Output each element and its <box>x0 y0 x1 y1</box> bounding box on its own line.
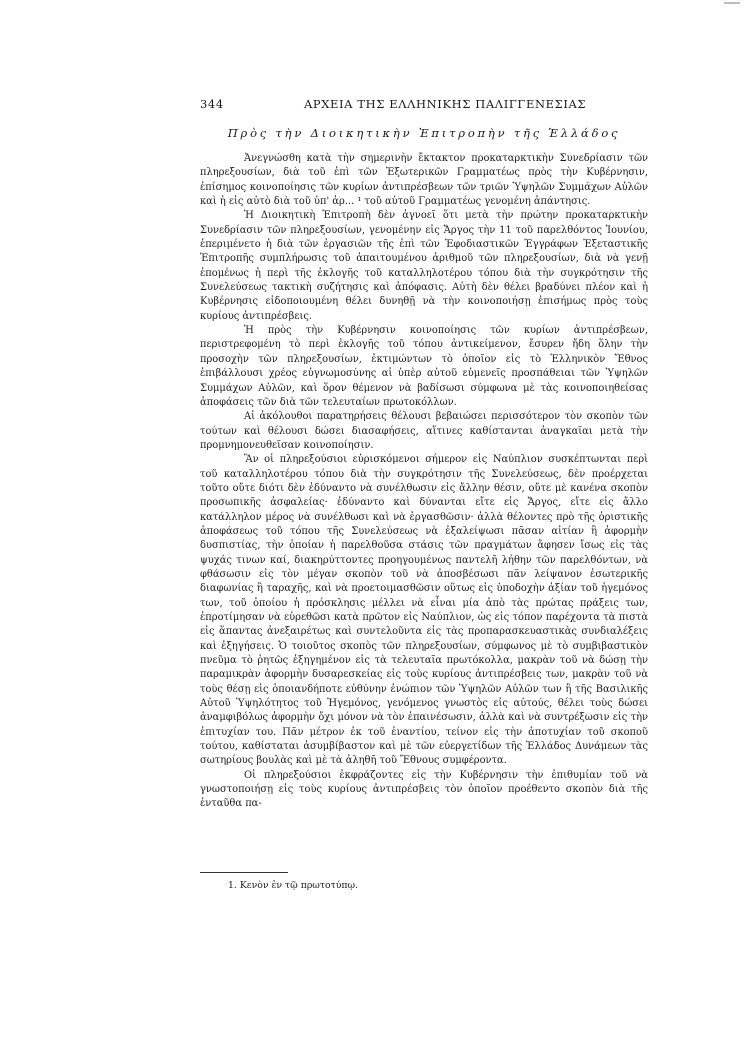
paragraph: Οἱ πληρεξούσιοι ἐκφράζοντες εἰς τὴν Κυβέρνησιν τὴν ἐπιθυμίαν τοῦ νὰ γνωστοποιήσῃ εἰς τοὺς κυρίους ἀντιπρέσβεις τὸν ὁποῖον προέθεντο σκοπὸν διὰ τῆς ἐνταῦθα πα- <box>200 769 648 810</box>
footnote: 1. Κενὸν ἐν τῷ πρωτοτύπῳ. <box>228 880 359 891</box>
footnote-divider <box>200 872 288 873</box>
section-title: Πρὸς τὴν Διοικητικὴν Ἐπιτροπὴν τῆς Ἑλλάδος <box>227 126 621 140</box>
paragraph: Ἀνεγνώσθη κατὰ τὴν σημερινὴν ἔκτακτον προκαταρκτικὴν Συνεδρίασιν τῶν πληρεξουσίων, διὰ τοῦ ἐπὶ τῶν Ἐξωτερικῶν Γραμματέως πρὸς τὴν Κυβέρνησιν, ἐπίσημος κοινοποίησις τῶν κυρίων ἀντιπρέσβεων τῶν τριῶν Ὑψηλῶν Συμμάχων Αὐλῶν καὶ ἡ εἰς αὐτὸ διὰ τοῦ ὑπ' ἀρ... ¹ τοῦ αὐτοῦ Γραμματέως γενομένη ἀπάντησις. <box>200 153 648 208</box>
paragraph: Ἡ πρὸς τὴν Κυβέρνησιν κοινοποίησις τῶν κυρίων ἀντιπρέσβεων, περιστρεφομένη τὸ περὶ ἐκλογῆς τοῦ τόπου ἀντικείμενον, ἔσυρεν ἤδη ὅλην τὴν προσοχὴν τῶν πληρεξουσίων, ἐκτιμώντων τὸ ὁποῖον εἰς τὸ Ἑλληνικὸν Ἔθνος ἐπιβάλλουσι χρέος εὐγνωμοσύνης αἱ ὑπὲρ αὐτοῦ εὐμενεῖς προσπάθειαι τῶν Ὑψηλῶν Συμμάχων Αὐλῶν, καὶ ὅρον θέμενον νὰ βαδίσωσι σύμφωνα μὲ τὰς κοινοποιηθείσας ἀποφάσεις τῶν διὰ τῶν τελευταίων πρωτοκόλλων. <box>200 325 648 408</box>
paragraph: Ἡ Διοικητικὴ Ἐπιτροπὴ δὲν ἀγνοεῖ ὅτι μετὰ τὴν πρώτην προκαταρκτικὴν Συνεδρίασιν τῶν πληρεξουσίων, γενομένην εἰς Ἄργος τὴν 11 τοῦ παρελθόντος Ἰουνίου, ἐπεριμένετο ἡ διὰ τῶν ἐργασιῶν τῆς ἐπὶ τῶν Ἐφοδιαστικῶν Ἐγγράφων Ἐξεταστικῆς Ἐπιτροπῆς συμπλήρωσις τοῦ ἀπαιτουμένου ἀριθμοῦ τῶν πληρεξουσίων, διὰ νὰ γενῇ ἐπομένως ἡ περὶ τῆς ἐκλογῆς τοῦ καταλληλοτέρου τόπου διὰ τὴν συγκρότησιν τῆς Συνελεύσεως τακτικὴ συζήτησις καὶ ἀπόφασις. Αὐτὴ δὲν θέλει βραδύνει πλέον καὶ ἡ Κυβέρνησις εἰδοποιουμένη θέλει δυνηθῇ νὰ τὴν κοινοποιήσῃ ἐπισήμως πρὸς τοὺς κυρίους ἀντιπρέσβεις. <box>200 210 648 322</box>
scan-corner-mark <box>724 2 740 4</box>
body-text <box>200 152 648 812</box>
paragraph: Ἂν οἱ πληρεξούσιοι εὑρισκόμενοι σήμερον εἰς Ναύπλιον συσκέπτωνται περὶ τοῦ καταλληλοτέρου τόπου διὰ τὴν συγκρότησιν τῆς Συνελεύσεως, δὲν προέρχεται τοῦτο οὔτε διότι δὲν ἐδύναντο νὰ συνέλθωσιν εἰς ἄλλην θέσιν, οὔτε μὲ κανένα σκοπὸν προσωπικῆς ἀσφαλείας· ἐδύναντο καὶ δύνανται εἴτε εἰς Ἄργος, εἴτε εἰς ἄλλο κατάλληλον μέρος νὰ συνέλθωσι καὶ νὰ ἐργασθῶσιν· ἀλλὰ θέλοντες πρὸ τῆς ὁριστικῆς ἀποφάσεως τοῦ τόπου τῆς Συνελεύσεως νὰ ἐξαλείψωσι πᾶσαν αἰτίαν ἢ ἀφορμὴν δυσπιστίας, τὴν ὁποίαν ἡ παρελθοῦσα στάσις τῶν πραγμάτων ἄφησεν ἴσως εἰς τὰς ψυχάς τινων καί, διακηρύττοντες προηγουμένως παντελῆ λήθην τῶν παρελθόντων, νὰ φθάσωσιν εἰς τὸν μέγαν σκοπὸν τοῦ νὰ ἀποσβέσωσι πᾶν λείψανον ἐσωτερικῆς διαφωνίας ἢ ταραχῆς, καὶ νὰ προετοιμασθῶσιν οὕτως εἰς ὑποδοχὴν ἀξίαν τοῦ ἡγεμόνος των, τοῦ ὁποίου ἡ πρόσκλησις μέλλει νὰ εἶναι μία ἀπὸ τὰς πρώτας πράξεις των, ἐπροτίμησαν νὰ εὑρεθῶσι κατὰ πρῶτον εἰς Ναύπλιον, ὡς εἰς τόπον παρέχοντα τὰ πιστὰ εἰς ἅπαντας ἀνεξαιρέτως καὶ συντελοῦντα εἰς τὰς προπαρασκευαστικὰς συνδιαλέξεις καὶ ἐξηγήσεις. Ὁ τοιοῦτος σκοπὸς τῶν πληρεξουσίων, σύμφωνος μὲ τὸ συμβιβαστικὸν πνεῦμα τὸ ῥητῶς ἐξηγημένον εἰς τὰ τελευταῖα πρωτόκολλα, μακρὰν τοῦ νὰ δώσῃ τὴν παραμικρὰν ἀφορμὴν δυσαρεσκείας εἰς τοὺς κυρίους ἀντιπρέσβεις των, μακρὰν τοῦ νὰ τοὺς θέσῃ εἰς ὁποιανδήποτε εὐθύνην ἐνώπιον τῶν Ὑψηλῶν Αὐλῶν των ἢ τῆς Βασιλικῆς Αὐτοῦ Ὑψηλότητος τοῦ Ἡγεμόνος, γενόμενος γνωστὸς εἰς αὐτούς, θέλει τοὺς δώσει ἀναμφιβόλως ἀφορμὴν ὄχι μόνον νὰ τὸν ἐπαινέσωσιν, ἀλλὰ καὶ νὰ συντρέξωσιν εἰς τὴν ἐπιτυχίαν του. Πᾶν μέτρον ἐκ τοῦ ἐναντίου, τείνον εἰς τὴν ἀποτυχίαν τοῦ σκοποῦ τούτου, καθίσταται ἀσυμβίβαστον καὶ μὲ τῶν εὐεργετίδων τῆς Ἑλλάδος Δυνάμεων τὰς σωτηρίους βουλὰς καὶ μὲ τὰ ἀληθῆ τοῦ Ἔθνους συμφέροντα. <box>200 454 648 767</box>
book-title: ΑΡΧΕΙΑ ΤΗΣ ΕΛΛΗΝΙΚΗΣ ΠΑΛΙΓΓΕΝΕΣΙΑΣ <box>304 97 587 111</box>
running-header <box>200 97 640 113</box>
paragraph: Αἱ ἀκόλουθοι παρατηρήσεις θέλουσι βεβαιώσει περισσότερον τὸν σκοπὸν τῶν τούτων καὶ θέλουσι δώσει διασαφήσεις, αἵτινες καθίστανται ἀναγκαῖαι μετὰ τὴν προμνημονευθεῖσαν κοινοποίησιν. <box>200 411 648 451</box>
page-number: 344 <box>200 97 224 111</box>
